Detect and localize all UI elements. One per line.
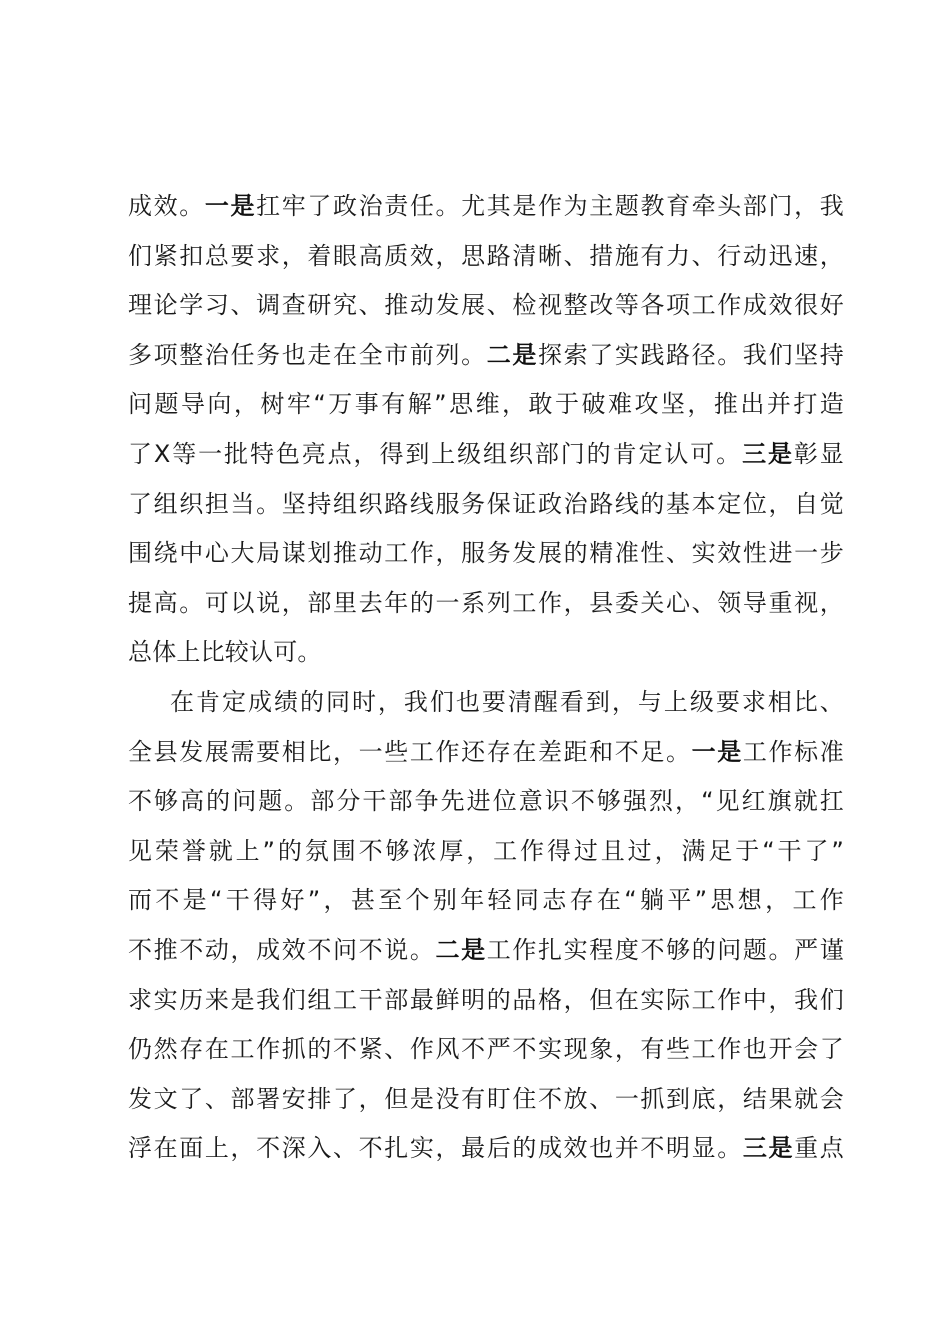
text-line	[128, 232, 844, 282]
document-body-text	[128, 182, 844, 1174]
text-segment: 不够高的问题。部分干部争先进位意识不够强烈，“见红旗就扛	[128, 787, 844, 816]
text-segment: 在肯定成绩的同时，我们也要清醒看到，与上级要求相比、	[170, 687, 844, 716]
text-line	[128, 331, 844, 381]
text-line	[128, 380, 844, 430]
text-segment: 总体上比较认可。	[128, 638, 322, 667]
text-segment: 了组织担当。坚持组织路线服务保证政治路线的基本定位，自觉	[128, 489, 844, 518]
text-segment: 了X等一批特色亮点，得到上级组织部门的肯定认可。	[128, 439, 743, 468]
text-line	[128, 777, 844, 827]
bold-ordinal-marker: 一是	[204, 192, 257, 220]
bold-ordinal-marker: 三是	[742, 439, 794, 468]
bold-ordinal-marker: 二是	[435, 935, 487, 964]
text-segment: 问题导向，树牢“万事有解”思维，敢于破难攻坚，推出并打造	[128, 390, 844, 419]
text-line	[128, 480, 844, 530]
text-segment: 多项整治任务也走在全市前列。	[128, 340, 487, 369]
text-line	[128, 876, 844, 926]
text-line	[128, 579, 844, 629]
text-segment: 探索了实践路径。我们坚持	[537, 340, 844, 369]
text-segment: 仍然存在工作抓的不紧、作风不严不实现象，有些工作也开会了	[128, 1035, 844, 1064]
text-segment: 全县发展需要相比，一些工作还存在差距和不足。	[128, 737, 692, 766]
text-segment: 们紧扣总要求，着眼高质效，思路清晰、措施有力、行动迅速，	[128, 241, 844, 270]
text-line	[128, 678, 844, 728]
text-line	[128, 430, 844, 480]
text-line	[128, 976, 844, 1026]
text-segment: 围绕中心大局谋划推动工作，服务发展的精准性、实效性进一步	[128, 539, 844, 568]
text-line	[128, 281, 844, 331]
text-segment: 理论学习、调查研究、推动发展、检视整改等各项工作成效很好	[128, 291, 844, 320]
text-segment: 重点	[794, 1134, 844, 1163]
bold-ordinal-marker: 一是	[691, 737, 743, 766]
text-segment: 浮在面上，不深入、不扎实，最后的成效也并不明显。	[128, 1134, 743, 1163]
text-line	[128, 628, 844, 678]
text-segment: 彰显	[793, 439, 844, 468]
text-line	[128, 728, 844, 778]
text-segment: 扛牢了政治责任。尤其是作为主题教育牵头部门，我	[256, 192, 844, 220]
bold-ordinal-marker: 三是	[742, 1134, 795, 1163]
text-line	[128, 529, 844, 579]
text-segment: 提高。可以说，部里去年的一系列工作，县委关心、领导重视，	[128, 588, 844, 617]
text-segment: 见荣誉就上”的氛围不够浓厚，工作得过且过，满足于“干了”	[128, 836, 844, 865]
text-segment: 工作标准	[742, 737, 844, 766]
text-segment: 不推不动，成效不问不说。	[128, 935, 436, 964]
text-line	[128, 827, 844, 877]
bold-ordinal-marker: 二是	[486, 340, 538, 369]
text-line	[128, 1075, 844, 1125]
text-line	[128, 182, 844, 232]
text-segment: 工作扎实程度不够的问题。严谨	[486, 935, 844, 964]
text-segment: 发文了、部署安排了，但是没有盯住不放、一抓到底，结果就会	[128, 1084, 844, 1113]
text-line	[128, 1124, 844, 1174]
text-line	[128, 926, 844, 976]
text-line	[128, 1025, 844, 1075]
text-segment: 而不是“干得好”，甚至个别年轻同志存在“躺平”思想，工作	[128, 886, 844, 915]
text-segment: 成效。	[128, 192, 205, 220]
text-segment: 求实历来是我们组工干部最鲜明的品格，但在实际工作中，我们	[128, 985, 844, 1014]
